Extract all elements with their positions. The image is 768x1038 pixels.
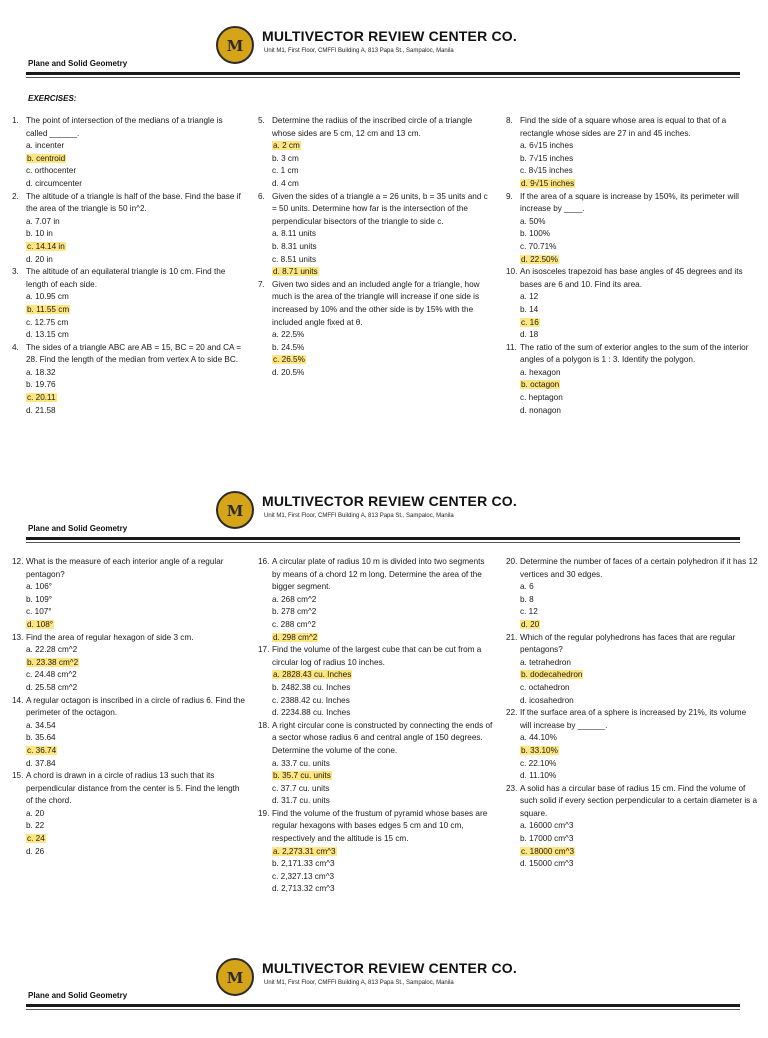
question-text: A chord is drawn in a circle of radius 13 such that its perpendicular distance from the center is 5. Find the length of the chord. [26,771,240,806]
option-text: a. 18.32 [26,367,56,377]
option-text: b. 8.31 units [272,241,317,251]
option-text: a. 12 [520,292,539,302]
question-text: Find the volume of the frustum of pyramid whose bases are regular hexagons with bases edges 5 cm and 10 cm, respectively and the altitude is 15 cm. [272,808,488,844]
answer-option [506,291,758,304]
question-item [258,279,494,329]
answer-option [12,833,246,846]
option-text: b. 100% [520,229,551,239]
company-logo [216,26,254,64]
answer-option [12,758,246,771]
answer-option [506,669,758,682]
company-name: MULTIVECTOR REVIEW CENTER CO. [262,28,517,44]
company-address: Unit M1, First Floor, CMFFI Building A, 813 Papa St., Sampaloc, Manila [264,513,454,519]
question-text: An isosceles trapezoid has base angles of 45 degrees and its bases are 6 and 10. Find its area. [520,267,743,289]
highlighted-answer: b. 23.38 cm^2 [27,657,79,667]
question-text: Determine the number of faces of a certain polyhedron if it has 12 vertices and 30 edges. [520,557,758,579]
option-text: b. 8 [520,594,534,604]
answer-option [258,329,494,342]
question-text: Determine the radius of the inscribed circle of a triangle whose sides are 5 cm, 12 cm and 13 cm. [272,116,473,138]
answer-option [506,846,758,859]
header-rule-thin [26,542,740,543]
question-text: The ratio of the sum of exterior angles to the sum of the interior angles of a polygon is 1 : 3. Identify the polygon. [520,342,749,365]
question-text: The point of intersection of the medians of a triangle is called ______. [26,116,223,138]
answer-option [258,795,494,808]
company-address: Unit M1, First Floor, CMFFI Building A, 813 Papa St., Sampaloc, Manila [264,48,454,54]
option-text: d. 11.10% [520,771,557,781]
option-text: a. 10.95 cm [26,292,69,302]
option-text: a. 106° [26,582,53,592]
question-item [506,266,758,291]
option-text: b. 278 cm^2 [272,607,317,617]
page-header-1 [0,26,768,106]
question-number: 8. [506,116,513,125]
option-text: a. 33.7 cu. units [272,758,330,768]
answer-option [506,619,758,632]
subject-label: Plane and Solid Geometry [28,991,128,1000]
option-text: b. 3 cm [272,153,299,163]
question-column-5 [258,556,494,896]
question-item [506,783,758,821]
question-number: 20. [506,557,518,566]
answer-option [506,392,758,405]
answer-option [12,644,246,657]
answer-option [12,405,246,418]
question-number: 16. [258,557,270,566]
answer-option [12,367,246,380]
answer-option [258,770,494,783]
highlighted-answer: d. 20 [521,619,540,629]
option-text: c. 1 cm [272,166,299,176]
option-text: c. 12.75 cm [26,317,69,327]
company-address: Unit M1, First Floor, CMFFI Building A, 813 Papa St., Sampaloc, Manila [264,980,454,986]
question-item [258,191,494,229]
option-text: b. 35.64 [26,733,56,743]
option-text: b. 2,171.33 cm^3 [272,859,335,869]
answer-option [506,329,758,342]
answer-option [12,254,246,267]
answer-option [506,379,758,392]
option-text: c. 24.48 cm^2 [26,670,77,680]
answer-option [12,140,246,153]
question-item [258,808,494,846]
option-text: d. 20.5% [272,367,305,377]
question-column-4 [12,556,246,858]
svg-text:M: M [226,969,244,987]
answer-option [258,254,494,267]
question-item [506,191,758,216]
answer-option [506,405,758,418]
question-number: 15. [12,771,24,781]
question-item [12,695,246,720]
option-text: c. 22.10% [520,758,557,768]
answer-option [258,695,494,708]
answer-option [506,695,758,708]
answer-option [258,241,494,254]
option-text: a. 20 [26,808,45,818]
header-rule-thin [26,77,740,78]
answer-option [258,153,494,166]
answer-option [258,594,494,607]
page-header-3 [0,958,768,1038]
question-number: 1. [12,116,19,125]
option-text: c. 12 [520,607,538,617]
question-number: 4. [12,342,19,352]
highlighted-answer: c. 26.5% [273,355,305,365]
answer-option [12,178,246,191]
answer-option [506,153,758,166]
header-rule [26,72,740,75]
option-text: d. 15000 cm^3 [520,859,574,869]
highlighted-answer: c. 14.14 in [27,241,65,251]
question-number: 10. [506,267,518,277]
option-text: d. 21.58 [26,405,56,415]
answer-option [12,581,246,594]
option-text: c. 2,327.13 cm^3 [272,871,335,881]
answer-option [258,266,494,279]
option-text: c. 8√15 inches [520,166,573,176]
question-number: 11. [506,342,517,352]
answer-option [258,669,494,682]
question-item [258,115,494,140]
question-text: A solid has a circular base of radius 15 cm. Find the volume of such solid if every section perpendicular to a certain diameter is a square. [520,783,758,818]
answer-option [506,581,758,594]
answer-option [506,228,758,241]
option-text: b. 17000 cm^3 [520,834,574,844]
answer-option [258,858,494,871]
question-item [12,632,246,645]
option-text: c. 2388.42 cu. Inches [272,695,350,705]
question-text: If the surface area of a sphere is increased by 21%, its volume will increase by ______. [520,708,747,730]
question-text: Find the side of a square whose area is equal to that of a rectangle whose sides are 27 in and 45 inches. [520,116,727,138]
option-text: a. 6 [520,582,534,592]
question-number: 17. [258,645,270,655]
header-rule-thin [26,1009,740,1010]
option-text: c. 37.7 cu. units [272,783,330,793]
highlighted-answer: d. 298 cm^2 [273,632,318,642]
question-item [506,342,758,367]
option-text: d. 2234.88 cu. Inches [272,708,351,718]
answer-option [506,317,758,330]
answer-option [258,846,494,859]
option-text: a. 7.07 in [26,216,60,226]
question-number: 12. [12,557,24,566]
answer-option [506,858,758,871]
answer-option [12,153,246,166]
question-text: The altitude of an equilateral triangle is 10 cm. Find the length of each side. [26,267,226,289]
answer-option [506,140,758,153]
answer-option [12,228,246,241]
option-text: d. 25.58 cm^2 [26,682,78,692]
question-number: 3. [12,267,19,277]
option-text: b. 14 [520,304,539,314]
option-text: b. 22 [26,821,45,831]
answer-option [12,669,246,682]
answer-option [12,216,246,229]
answer-option [12,745,246,758]
answer-option [506,682,758,695]
question-column-3 [506,115,758,417]
highlighted-answer: d. 108° [27,619,54,629]
answer-option [12,720,246,733]
option-text: b. 10 in [26,229,53,239]
question-item [258,556,494,594]
option-text: c. octahedron [520,682,570,692]
highlighted-answer: b. 35.7 cu. units [273,771,331,781]
option-text: a. 44.10% [520,733,557,743]
question-column-6 [506,556,758,871]
question-number: 5. [258,116,265,125]
company-name: MULTIVECTOR REVIEW CENTER CO. [262,493,517,509]
subject-label: Plane and Solid Geometry [28,59,128,68]
option-text: a. hexagon [520,367,561,377]
answer-option [258,707,494,720]
option-text: b. 2482.38 cu. Inches [272,682,351,692]
question-item [506,556,758,581]
answer-option [258,367,494,380]
question-item [258,720,494,758]
question-number: 2. [12,191,19,201]
highlighted-answer: b. 11.55 cm [27,304,70,314]
answer-option [506,367,758,380]
option-text: a. 22.28 cm^2 [26,645,78,655]
answer-option [506,820,758,833]
option-text: c. heptagon [520,393,563,403]
question-column-2 [258,115,494,379]
answer-option [12,682,246,695]
option-text: d. 18 [520,330,539,340]
company-logo [216,491,254,529]
option-text: b. 24.5% [272,342,305,352]
answer-option [258,758,494,771]
question-item [12,191,246,216]
answer-option [12,732,246,745]
highlighted-answer: d. 9√15 inches [521,178,575,188]
question-number: 14. [12,695,24,705]
answer-option [506,745,758,758]
question-column-1 [12,115,246,417]
answer-option [12,165,246,178]
highlighted-answer: b. centroid [27,153,66,163]
answer-option [506,241,758,254]
question-text: Find the area of regular hexagon of side 3 cm. [26,632,194,642]
highlighted-answer: a. 2 cm [273,141,300,151]
svg-text:M: M [226,502,244,520]
answer-option [258,178,494,191]
question-item [506,632,758,657]
answer-option [12,808,246,821]
answer-option [258,165,494,178]
answer-option [12,594,246,607]
answer-option [258,140,494,153]
highlighted-answer: c. 18000 cm^3 [521,846,574,856]
question-text: Given two sides and an included angle for a triangle, how much is the area of the triangle will increase if one side is increased by 10% and the other side is by 15% with the included angle fixed at θ. [272,279,480,327]
option-text: d. 37.84 [26,758,56,768]
answer-option [12,304,246,317]
answer-option [258,783,494,796]
answer-option [506,304,758,317]
answer-option [506,833,758,846]
answer-option [12,241,246,254]
answer-option [258,606,494,619]
answer-option [258,228,494,241]
answer-option [258,632,494,645]
subject-label: Plane and Solid Geometry [28,524,128,533]
question-number: 9. [506,191,513,201]
company-name: MULTIVECTOR REVIEW CENTER CO. [262,960,517,976]
answer-option [12,820,246,833]
answer-option [506,770,758,783]
question-number: 22. [506,708,518,718]
option-text: a. 50% [520,216,546,226]
question-item [12,115,246,140]
question-number: 13. [12,632,24,642]
option-text: b. 109° [26,594,53,604]
header-rule [26,537,740,540]
highlighted-answer: a. 2828.43 cu. Inches [273,670,352,680]
answer-option [12,291,246,304]
option-text: c. orthocenter [26,166,77,176]
option-text: a. 6√15 inches [520,141,574,151]
highlighted-answer: b. octagon [521,380,560,390]
option-text: c. 288 cm^2 [272,619,316,629]
question-text: A circular plate of radius 10 m is divided into two segments by means of a chord 12 m long. Determine the area of the bigger segment. [272,557,485,592]
question-number: 6. [258,191,265,201]
answer-option [506,657,758,670]
question-text: Which of the regular polyhedrons has faces that are regular pentagons? [520,632,736,655]
option-text: d. 20 in [26,254,53,264]
highlighted-answer: d. 22.50% [521,254,558,264]
answer-option [258,871,494,884]
question-text: A regular octagon is inscribed in a circle of radius 6. Find the perimeter of the octagon. [26,695,245,718]
option-text: c. 107° [26,607,52,617]
question-text: Given the sides of a triangle a = 26 units, b = 35 units and c = 50 units. Determine how far is the intersection of the perpendicular bisectors of the triangle to side c. [272,191,488,226]
header-rule [26,1004,740,1007]
answer-option [258,354,494,367]
answer-option [12,846,246,859]
question-item [506,115,758,140]
highlighted-answer: d. 8.71 units [273,267,318,277]
question-text: The altitude of a triangle is half of the base. Find the base if the area of the triangle is 50 in^2. [26,191,241,214]
answer-option [258,883,494,896]
question-text: What is the measure of each interior angle of a regular pentagon? [26,557,224,579]
answer-option [12,606,246,619]
question-text: Find the volume of the largest cube that can be cut from a circular log of radius 10 inches. [272,645,482,667]
answer-option [12,657,246,670]
question-item [506,707,758,732]
option-text: d. circumcenter [26,178,82,188]
option-text: a. 34.54 [26,720,56,730]
highlighted-answer: c. 36.74 [27,745,57,755]
answer-option [12,317,246,330]
highlighted-answer: b. dodecahedron [521,670,583,680]
answer-option [258,682,494,695]
answer-option [506,732,758,745]
highlighted-answer: a. 2,273.31 cm^3 [273,846,336,856]
section-title: EXERCISES: [28,94,77,103]
option-text: b. 7√15 inches [520,153,574,163]
option-text: b. 19.76 [26,380,56,390]
question-item [12,342,246,367]
highlighted-answer: c. 24 [27,834,45,844]
highlighted-answer: c. 20.11 [27,393,56,403]
question-text: A right circular cone is constructed by connecting the ends of a sector whose radius 6 and central angle of 150 degrees. Determine the volume of the cone. [272,720,493,755]
option-text: a. 22.5% [272,330,305,340]
option-text: d. 2,713.32 cm^3 [272,884,335,894]
question-text: The sides of a triangle ABC are AB = 15, BC = 20 and CA = 28. Find the length of the median from vertex A to side BC. [26,342,242,365]
answer-option [506,606,758,619]
option-text: a. tetrahedron [520,657,571,667]
answer-option [12,392,246,405]
answer-option [258,619,494,632]
option-text: d. 26 [26,846,45,856]
question-number: 23. [506,783,518,793]
question-number: 18. [258,720,270,730]
answer-option [506,758,758,771]
answer-option [258,342,494,355]
svg-text:M: M [226,37,244,55]
answer-option [506,216,758,229]
question-number: 21. [506,632,518,642]
answer-option [12,379,246,392]
option-text: d. 13.15 cm [26,330,69,340]
answer-option [506,594,758,607]
answer-option [506,165,758,178]
question-number: 19. [258,808,270,818]
answer-option [12,619,246,632]
question-item [12,770,246,808]
highlighted-answer: c. 16 [521,317,539,327]
option-text: c. 8.51 units [272,254,317,264]
question-number: 7. [258,279,265,289]
question-text: If the area of a square is increase by 150%, its perimeter will increase by ____. [520,191,739,214]
option-text: d. icosahedron [520,695,574,705]
question-item [12,266,246,291]
highlighted-answer: b. 33.10% [521,745,558,755]
question-item [258,644,494,669]
option-text: d. 4 cm [272,178,299,188]
answer-option [506,254,758,267]
option-text: d. 31.7 cu. units [272,796,330,806]
option-text: a. 8.11 units [272,229,316,239]
option-text: c. 70.71% [520,241,557,251]
option-text: a. 16000 cm^3 [520,821,574,831]
option-text: d. nonagon [520,405,561,415]
option-text: a. incenter [26,141,65,151]
company-logo [216,958,254,996]
answer-option [12,329,246,342]
answer-option [506,178,758,191]
question-item [12,556,246,581]
option-text: a. 268 cm^2 [272,594,317,604]
